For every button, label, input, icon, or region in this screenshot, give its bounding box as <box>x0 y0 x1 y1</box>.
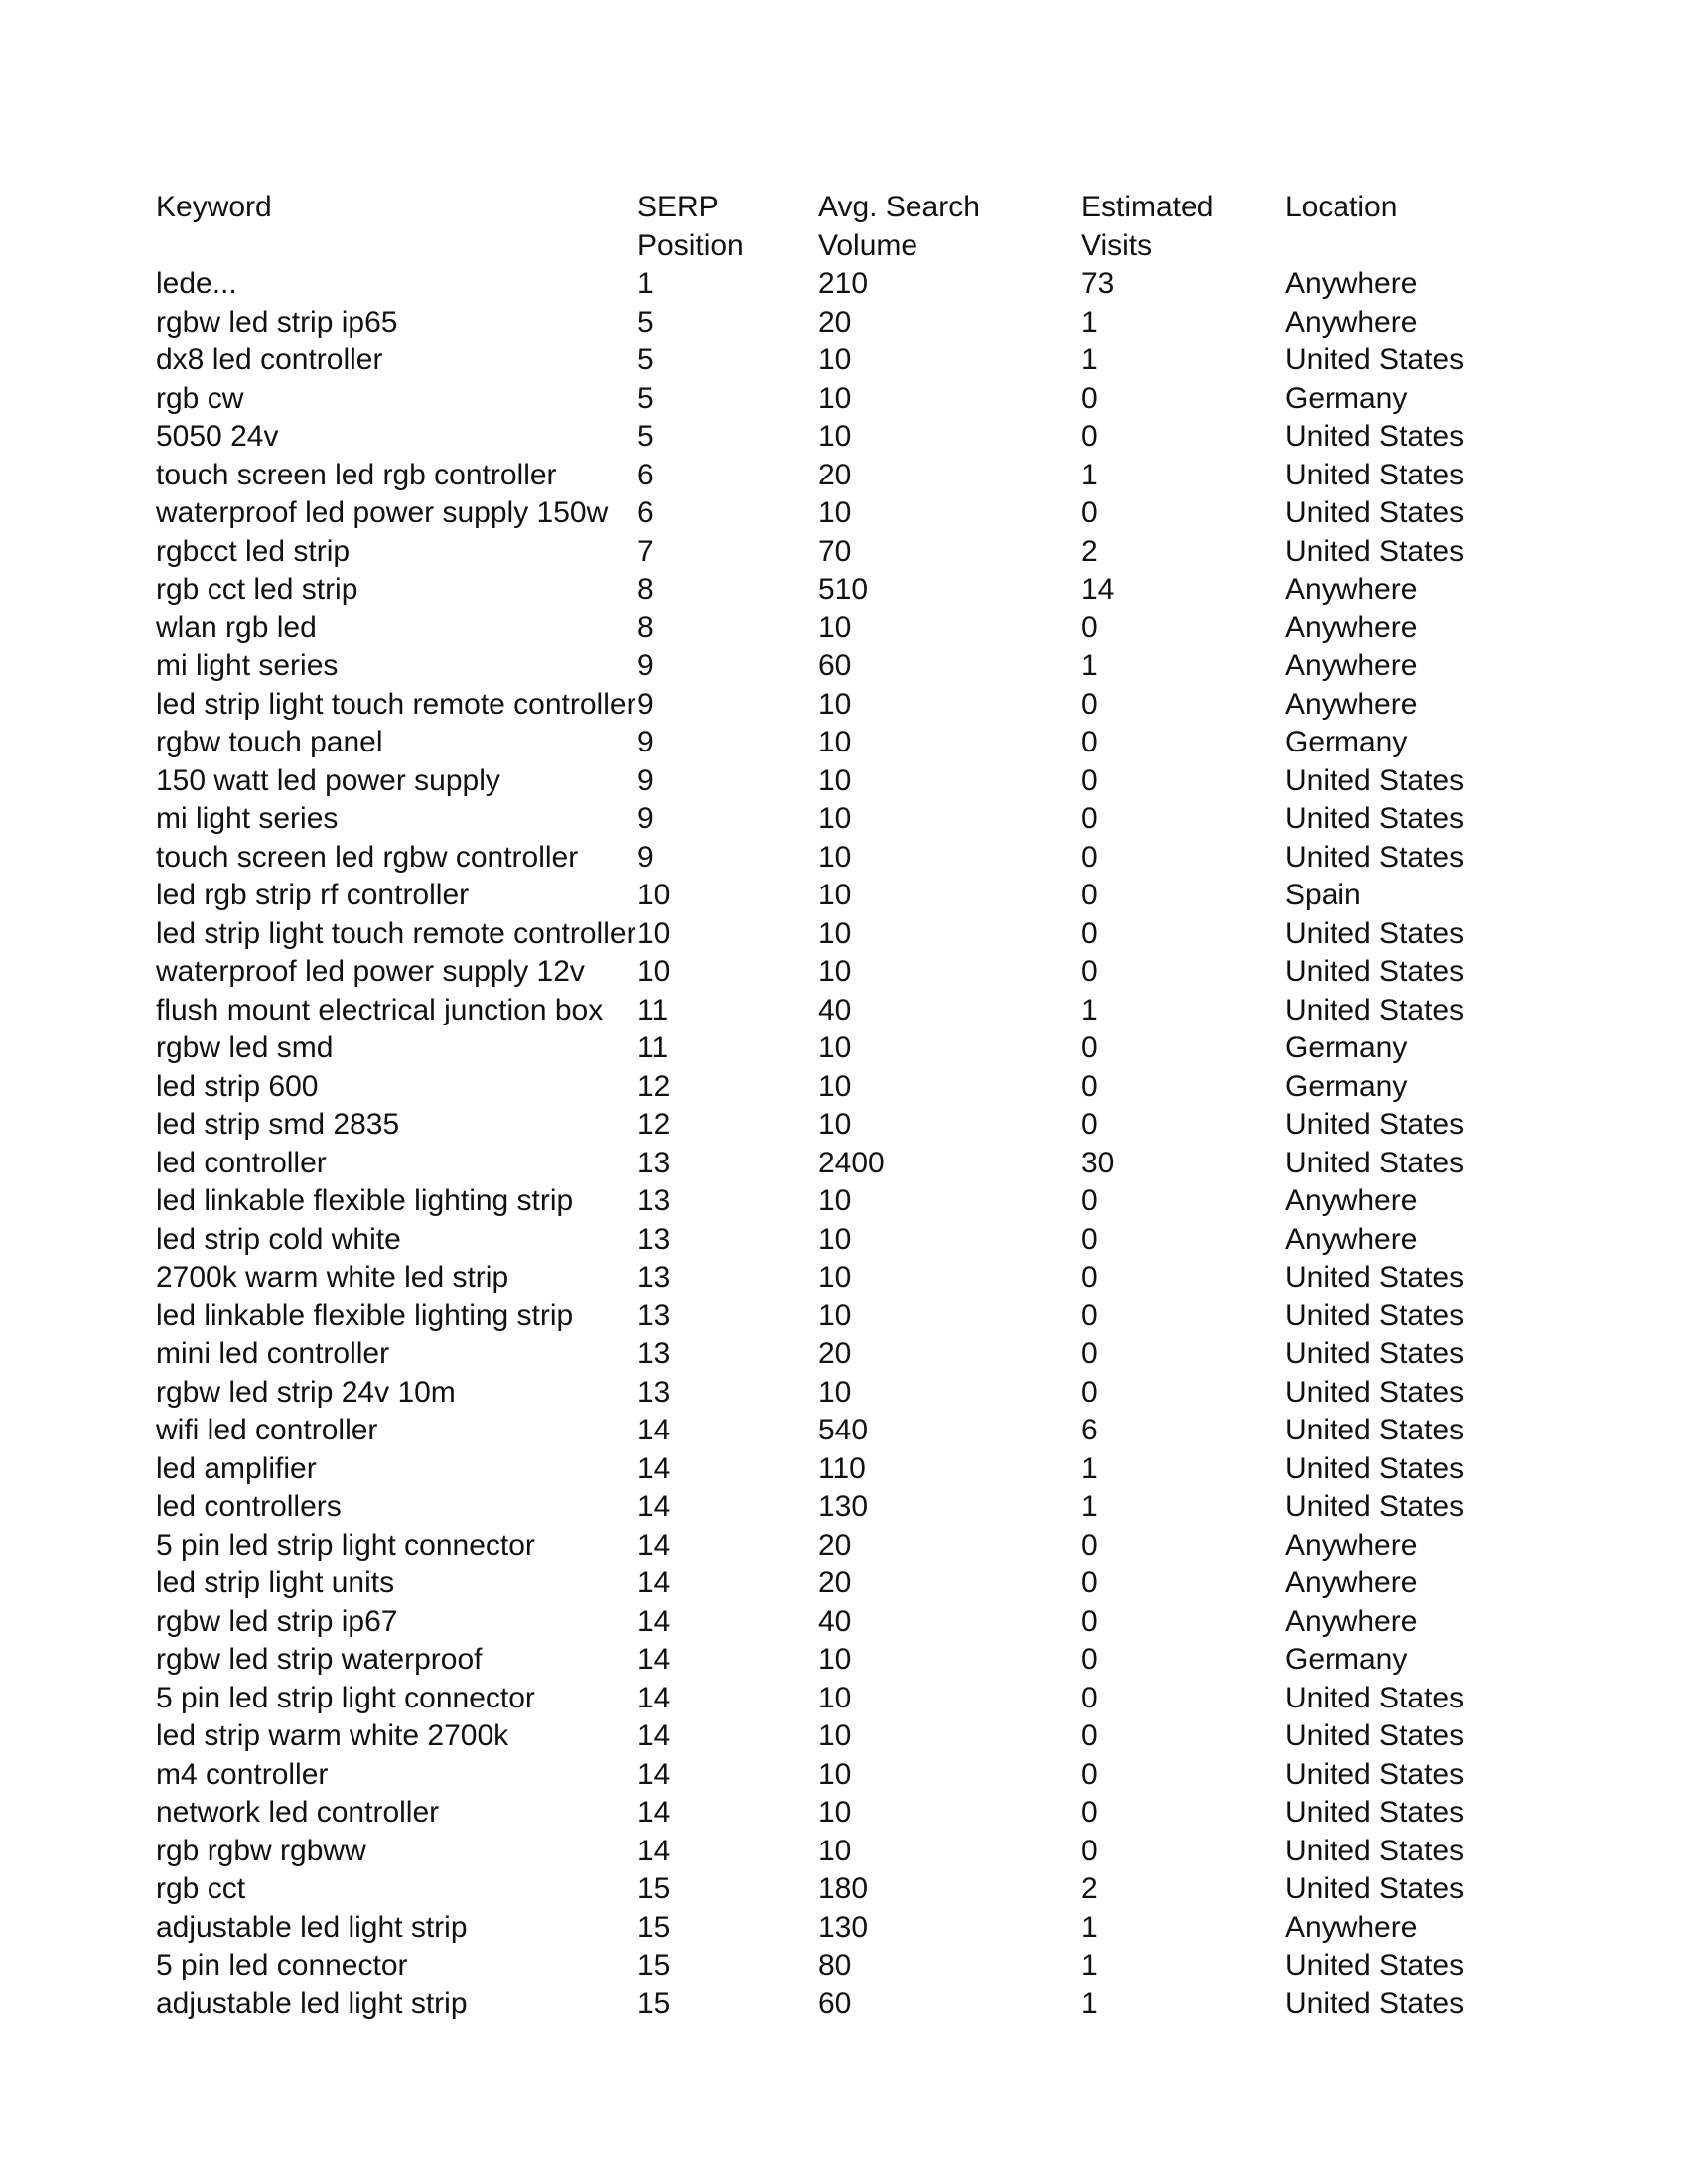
cell-estimated-visits: 0 <box>1081 1604 1098 1638</box>
cell-keyword: waterproof led power supply 150w <box>156 496 609 529</box>
cell-serp-position: 7 <box>637 534 654 568</box>
table-row <box>156 1717 1546 1756</box>
cell-keyword: led controllers <box>156 1490 342 1523</box>
cell-location: United States <box>1285 1490 1465 1523</box>
table-row <box>156 1374 1546 1413</box>
cell-keyword: m4 controller <box>156 1757 329 1791</box>
table-row <box>156 265 1546 304</box>
table-row <box>156 1947 1546 1985</box>
cell-serp-position: 5 <box>637 381 654 415</box>
cell-location: United States <box>1285 1757 1465 1791</box>
cell-keyword: rgbw led strip ip67 <box>156 1604 398 1638</box>
cell-location: United States <box>1285 1337 1465 1370</box>
cell-keyword: rgbw touch panel <box>156 726 383 758</box>
table-row <box>156 1870 1546 1909</box>
cell-keyword: led controller <box>156 1146 327 1179</box>
table-row <box>156 610 1546 648</box>
cell-search-volume: 10 <box>818 802 852 835</box>
header-volume-line1: Avg. Search <box>818 191 980 223</box>
cell-keyword: rgb rgbw rgbww <box>156 1834 366 1867</box>
header-visits-line2: Visits <box>1081 228 1153 262</box>
table-row <box>156 800 1546 839</box>
cell-keyword: rgb cw <box>156 381 244 415</box>
cell-search-volume: 10 <box>818 1375 852 1409</box>
cell-serp-position: 15 <box>637 1949 671 1981</box>
cell-estimated-visits: 0 <box>1081 802 1098 835</box>
cell-serp-position: 9 <box>637 802 654 835</box>
table-row <box>156 839 1546 878</box>
cell-keyword: network led controller <box>156 1796 440 1829</box>
table-row <box>156 1641 1546 1680</box>
cell-keyword: rgbcct led strip <box>156 534 351 568</box>
table-row <box>156 1833 1546 1871</box>
cell-location: United States <box>1285 1261 1465 1294</box>
cell-location: United States <box>1285 840 1465 874</box>
cell-estimated-visits: 1 <box>1081 343 1098 376</box>
cell-location: Anywhere <box>1285 649 1418 682</box>
cell-keyword: mi light series <box>156 649 339 682</box>
cell-serp-position: 5 <box>637 343 654 376</box>
cell-keyword: led amplifier <box>156 1451 317 1485</box>
cell-search-volume: 10 <box>818 1834 852 1867</box>
cell-estimated-visits: 2 <box>1081 1872 1098 1905</box>
cell-serp-position: 11 <box>637 1031 669 1064</box>
table-row <box>156 1145 1546 1183</box>
cell-search-volume: 130 <box>818 1910 869 1944</box>
cell-keyword: adjustable led light strip <box>156 1986 468 2020</box>
cell-location: United States <box>1285 916 1465 950</box>
cell-estimated-visits: 0 <box>1081 1796 1098 1829</box>
cell-search-volume: 10 <box>818 916 852 950</box>
table-row <box>156 686 1546 725</box>
cell-estimated-visits: 0 <box>1081 763 1098 797</box>
cell-keyword: 2700k warm white led strip <box>156 1261 509 1294</box>
cell-estimated-visits: 0 <box>1081 840 1098 874</box>
cell-location: United States <box>1285 955 1465 988</box>
table-header <box>156 189 1546 265</box>
cell-serp-position: 1 <box>637 267 654 300</box>
cell-keyword: rgbw led strip waterproof <box>156 1643 483 1676</box>
cell-serp-position: 12 <box>637 1108 671 1141</box>
header-search-volume <box>818 189 1081 265</box>
header-volume-line2: Volume <box>818 228 918 262</box>
cell-serp-position: 10 <box>637 879 671 911</box>
cell-estimated-visits: 0 <box>1081 1528 1098 1562</box>
table-row <box>156 1909 1546 1948</box>
cell-estimated-visits: 0 <box>1081 1567 1098 1599</box>
cell-location: United States <box>1285 1451 1465 1485</box>
cell-estimated-visits: 73 <box>1081 267 1115 300</box>
cell-search-volume: 10 <box>818 763 852 797</box>
cell-location: United States <box>1285 534 1465 568</box>
cell-keyword: rgbw led strip ip65 <box>156 305 398 339</box>
cell-search-volume: 10 <box>818 955 852 988</box>
table-row <box>156 1335 1546 1374</box>
cell-estimated-visits: 1 <box>1081 1986 1098 2020</box>
table-row <box>156 1412 1546 1450</box>
cell-location: United States <box>1285 802 1465 835</box>
cell-serp-position: 9 <box>637 840 654 874</box>
cell-search-volume: 80 <box>818 1949 852 1981</box>
cell-search-volume: 10 <box>818 1298 852 1332</box>
cell-keyword: led strip cold white <box>156 1222 401 1256</box>
cell-search-volume: 210 <box>818 267 869 300</box>
cell-search-volume: 10 <box>818 1757 852 1791</box>
cell-location: United States <box>1285 1375 1465 1409</box>
header-keyword <box>156 189 637 265</box>
cell-estimated-visits: 0 <box>1081 1184 1098 1217</box>
table-row <box>156 1221 1546 1260</box>
table-row <box>156 1680 1546 1718</box>
cell-search-volume: 20 <box>818 1337 852 1370</box>
cell-serp-position: 13 <box>637 1337 671 1370</box>
cell-location: United States <box>1285 420 1465 453</box>
cell-location: Anywhere <box>1285 1528 1418 1562</box>
cell-search-volume: 10 <box>818 1643 852 1676</box>
cell-serp-position: 12 <box>637 1069 671 1103</box>
cell-estimated-visits: 1 <box>1081 458 1098 491</box>
cell-serp-position: 13 <box>637 1375 671 1409</box>
table-row <box>156 915 1546 954</box>
table-row <box>156 1029 1546 1068</box>
cell-keyword: led strip light units <box>156 1567 395 1599</box>
cell-keyword: led linkable flexible lighting strip <box>156 1184 574 1217</box>
cell-keyword: touch screen led rgb controller <box>156 458 557 491</box>
cell-search-volume: 10 <box>818 343 852 376</box>
cell-serp-position: 13 <box>637 1146 671 1179</box>
cell-location: United States <box>1285 1108 1465 1141</box>
cell-serp-position: 14 <box>637 1643 671 1676</box>
table-row <box>156 341 1546 380</box>
cell-search-volume: 10 <box>818 381 852 415</box>
cell-keyword: led strip smd 2835 <box>156 1108 400 1141</box>
cell-estimated-visits: 1 <box>1081 1949 1098 1981</box>
table-row <box>156 1068 1546 1107</box>
cell-serp-position: 14 <box>637 1528 671 1562</box>
table-row <box>156 1756 1546 1795</box>
cell-search-volume: 540 <box>818 1414 869 1446</box>
cell-serp-position: 14 <box>637 1834 671 1867</box>
cell-search-volume: 10 <box>818 879 852 911</box>
table-row <box>156 1106 1546 1145</box>
cell-estimated-visits: 1 <box>1081 1910 1098 1944</box>
cell-search-volume: 10 <box>818 1031 852 1064</box>
table-row <box>156 762 1546 801</box>
cell-serp-position: 5 <box>637 305 654 339</box>
cell-search-volume: 40 <box>818 993 852 1026</box>
cell-estimated-visits: 0 <box>1081 879 1098 911</box>
cell-estimated-visits: 0 <box>1081 611 1098 644</box>
cell-location: Germany <box>1285 1031 1408 1064</box>
cell-estimated-visits: 30 <box>1081 1146 1115 1179</box>
cell-serp-position: 9 <box>637 726 654 758</box>
table-row <box>156 1488 1546 1527</box>
cell-serp-position: 14 <box>637 1719 671 1752</box>
cell-search-volume: 180 <box>818 1872 869 1905</box>
cell-keyword: 5 pin led strip light connector <box>156 1681 535 1714</box>
cell-keyword: rgbw led strip 24v 10m <box>156 1375 456 1409</box>
cell-search-volume: 10 <box>818 1261 852 1294</box>
cell-search-volume: 60 <box>818 1986 852 2020</box>
table-row <box>156 457 1546 495</box>
cell-estimated-visits: 0 <box>1081 420 1098 453</box>
cell-serp-position: 14 <box>637 1604 671 1638</box>
table-row <box>156 494 1546 533</box>
cell-search-volume: 10 <box>818 1681 852 1714</box>
cell-estimated-visits: 0 <box>1081 1069 1098 1103</box>
cell-keyword: touch screen led rgbw controller <box>156 840 579 874</box>
cell-keyword: wifi led controller <box>156 1414 378 1446</box>
table-row <box>156 1450 1546 1489</box>
table-row <box>156 1259 1546 1297</box>
cell-location: Anywhere <box>1285 1910 1418 1944</box>
cell-serp-position: 14 <box>637 1567 671 1599</box>
cell-keyword: mini led controller <box>156 1337 390 1370</box>
table-row <box>156 533 1546 572</box>
cell-serp-position: 15 <box>637 1872 671 1905</box>
cell-keyword: led linkable flexible lighting strip <box>156 1298 574 1332</box>
cell-keyword: led strip light touch remote controller <box>156 687 636 721</box>
cell-serp-position: 11 <box>637 993 669 1026</box>
keyword-table <box>156 189 1546 2023</box>
cell-search-volume: 20 <box>818 305 852 339</box>
cell-keyword: rgb cct <box>156 1872 246 1905</box>
cell-search-volume: 60 <box>818 649 852 682</box>
cell-location: Anywhere <box>1285 611 1418 644</box>
cell-keyword: waterproof led power supply 12v <box>156 955 585 988</box>
cell-keyword: 150 watt led power supply <box>156 763 500 797</box>
cell-search-volume: 10 <box>818 1796 852 1829</box>
cell-serp-position: 15 <box>637 1910 671 1944</box>
cell-location: United States <box>1285 1949 1465 1981</box>
cell-location: Germany <box>1285 1069 1408 1103</box>
cell-location: United States <box>1285 1719 1465 1752</box>
cell-location: United States <box>1285 763 1465 797</box>
cell-search-volume: 10 <box>818 840 852 874</box>
cell-serp-position: 14 <box>637 1414 671 1446</box>
cell-estimated-visits: 0 <box>1081 687 1098 721</box>
cell-location: United States <box>1285 496 1465 529</box>
cell-serp-position: 13 <box>637 1184 671 1217</box>
cell-search-volume: 130 <box>818 1490 869 1523</box>
cell-search-volume: 20 <box>818 1567 852 1599</box>
cell-estimated-visits: 1 <box>1081 993 1098 1026</box>
cell-estimated-visits: 0 <box>1081 1681 1098 1714</box>
cell-search-volume: 70 <box>818 534 852 568</box>
cell-keyword: wlan rgb led <box>156 611 317 644</box>
cell-estimated-visits: 0 <box>1081 1375 1098 1409</box>
cell-location: Germany <box>1285 1643 1408 1676</box>
cell-location: United States <box>1285 1681 1465 1714</box>
cell-location: Anywhere <box>1285 573 1418 606</box>
cell-location: United States <box>1285 1834 1465 1867</box>
cell-estimated-visits: 1 <box>1081 305 1098 339</box>
cell-serp-position: 13 <box>637 1261 671 1294</box>
cell-estimated-visits: 0 <box>1081 955 1098 988</box>
cell-location: Germany <box>1285 726 1408 758</box>
header-visits-line1: Estimated <box>1081 191 1214 223</box>
cell-estimated-visits: 0 <box>1081 1834 1098 1867</box>
cell-location: Anywhere <box>1285 267 1418 300</box>
cell-serp-position: 9 <box>637 649 654 682</box>
header-location-label: Location <box>1285 191 1398 223</box>
cell-search-volume: 20 <box>818 458 852 491</box>
cell-serp-position: 14 <box>637 1681 671 1714</box>
table-row <box>156 877 1546 915</box>
table-row <box>156 380 1546 419</box>
cell-search-volume: 110 <box>818 1451 866 1485</box>
table-row <box>156 1794 1546 1833</box>
cell-keyword: flush mount electrical junction box <box>156 993 604 1026</box>
cell-estimated-visits: 0 <box>1081 1298 1098 1332</box>
table-body <box>156 265 1546 2023</box>
cell-search-volume: 10 <box>818 1222 852 1256</box>
cell-search-volume: 510 <box>818 573 869 606</box>
cell-location: United States <box>1285 1796 1465 1829</box>
cell-keyword: mi light series <box>156 802 339 835</box>
cell-estimated-visits: 1 <box>1081 1451 1098 1485</box>
cell-serp-position: 14 <box>637 1757 671 1791</box>
cell-search-volume: 10 <box>818 1184 852 1217</box>
header-keyword-label: Keyword <box>156 191 272 223</box>
cell-location: Anywhere <box>1285 305 1418 339</box>
cell-estimated-visits: 0 <box>1081 381 1098 415</box>
cell-location: United States <box>1285 1872 1465 1905</box>
cell-serp-position: 9 <box>637 687 654 721</box>
cell-search-volume: 10 <box>818 687 852 721</box>
table-row <box>156 571 1546 610</box>
cell-estimated-visits: 14 <box>1081 573 1115 606</box>
cell-estimated-visits: 6 <box>1081 1414 1098 1446</box>
cell-location: United States <box>1285 1986 1465 2020</box>
cell-search-volume: 10 <box>818 496 852 529</box>
cell-estimated-visits: 0 <box>1081 1222 1098 1256</box>
cell-serp-position: 13 <box>637 1222 671 1256</box>
cell-search-volume: 10 <box>818 1719 852 1752</box>
cell-location: Anywhere <box>1285 1567 1418 1599</box>
cell-serp-position: 10 <box>637 955 671 988</box>
cell-estimated-visits: 0 <box>1081 1719 1098 1752</box>
cell-keyword: rgbw led smd <box>156 1031 334 1064</box>
table-row <box>156 992 1546 1030</box>
header-serp-line2: Position <box>637 228 744 262</box>
cell-estimated-visits: 1 <box>1081 1490 1098 1523</box>
header-serp-position <box>637 189 818 265</box>
table-row <box>156 1182 1546 1221</box>
cell-estimated-visits: 0 <box>1081 1643 1098 1676</box>
cell-estimated-visits: 0 <box>1081 1757 1098 1791</box>
cell-search-volume: 20 <box>818 1528 852 1562</box>
cell-serp-position: 10 <box>637 916 671 950</box>
cell-keyword: led strip warm white 2700k <box>156 1719 509 1752</box>
cell-keyword: dx8 led controller <box>156 343 383 376</box>
cell-serp-position: 5 <box>637 420 654 453</box>
cell-serp-position: 14 <box>637 1796 671 1829</box>
cell-estimated-visits: 0 <box>1081 1261 1098 1294</box>
cell-serp-position: 14 <box>637 1490 671 1523</box>
cell-serp-position: 6 <box>637 458 654 491</box>
cell-location: United States <box>1285 343 1465 376</box>
cell-search-volume: 10 <box>818 420 852 453</box>
table-row <box>156 304 1546 342</box>
cell-serp-position: 6 <box>637 496 654 529</box>
cell-estimated-visits: 2 <box>1081 534 1098 568</box>
table-row <box>156 1297 1546 1336</box>
cell-location: Anywhere <box>1285 1604 1418 1638</box>
table-row <box>156 647 1546 686</box>
cell-keyword: led strip 600 <box>156 1069 319 1103</box>
cell-search-volume: 10 <box>818 1069 852 1103</box>
cell-location: Anywhere <box>1285 687 1418 721</box>
cell-search-volume: 2400 <box>818 1146 885 1179</box>
cell-keyword: 5050 24v <box>156 420 279 453</box>
table-row <box>156 724 1546 762</box>
cell-search-volume: 40 <box>818 1604 852 1638</box>
cell-location: Germany <box>1285 381 1408 415</box>
cell-keyword: lede... <box>156 267 237 300</box>
cell-keyword: led strip light touch remote controller <box>156 916 636 950</box>
cell-location: Anywhere <box>1285 1184 1418 1217</box>
cell-estimated-visits: 0 <box>1081 916 1098 950</box>
cell-estimated-visits: 0 <box>1081 1031 1098 1064</box>
cell-search-volume: 10 <box>818 1108 852 1141</box>
table-row <box>156 1527 1546 1566</box>
table-row <box>156 1565 1546 1603</box>
cell-search-volume: 10 <box>818 611 852 644</box>
header-estimated-visits <box>1081 189 1285 265</box>
cell-estimated-visits: 0 <box>1081 1337 1098 1370</box>
table-row <box>156 1985 1546 2024</box>
cell-location: United States <box>1285 993 1465 1026</box>
table-row <box>156 1603 1546 1642</box>
cell-location: Anywhere <box>1285 1222 1418 1256</box>
header-serp-line1: SERP <box>637 191 719 223</box>
cell-estimated-visits: 1 <box>1081 649 1098 682</box>
header-location <box>1285 189 1503 265</box>
cell-estimated-visits: 0 <box>1081 1108 1098 1141</box>
table-row <box>156 418 1546 457</box>
cell-location: United States <box>1285 1298 1465 1332</box>
table-row <box>156 953 1546 992</box>
cell-serp-position: 13 <box>637 1298 671 1332</box>
cell-serp-position: 9 <box>637 763 654 797</box>
cell-serp-position: 15 <box>637 1986 671 2020</box>
cell-search-volume: 10 <box>818 726 852 758</box>
cell-serp-position: 14 <box>637 1451 671 1485</box>
cell-location: United States <box>1285 1414 1465 1446</box>
cell-serp-position: 8 <box>637 611 654 644</box>
cell-keyword: 5 pin led connector <box>156 1949 408 1981</box>
cell-keyword: 5 pin led strip light connector <box>156 1528 535 1562</box>
cell-serp-position: 8 <box>637 573 654 606</box>
cell-estimated-visits: 0 <box>1081 726 1098 758</box>
cell-estimated-visits: 0 <box>1081 496 1098 529</box>
cell-location: United States <box>1285 1146 1465 1179</box>
cell-location: United States <box>1285 458 1465 491</box>
cell-location: Spain <box>1285 879 1361 911</box>
cell-keyword: rgb cct led strip <box>156 573 358 606</box>
cell-keyword: led rgb strip rf controller <box>156 879 470 911</box>
cell-keyword: adjustable led light strip <box>156 1910 468 1944</box>
